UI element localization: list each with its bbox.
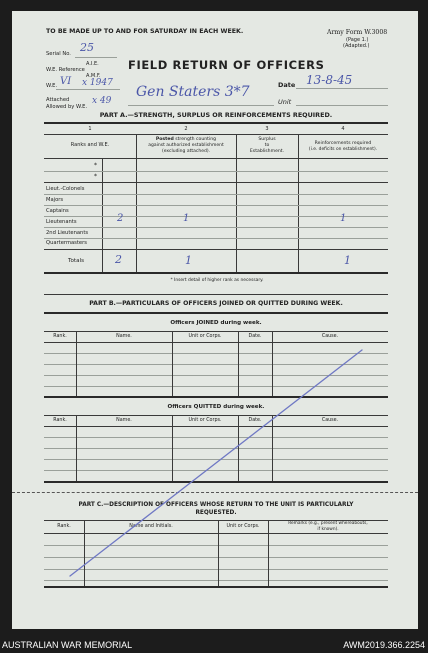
quitted-col-unit: Unit or Corps. <box>188 418 222 423</box>
col3-header-l3: Establishment. <box>249 149 285 154</box>
part-b-heading: PART B.—PARTICULARS OF OFFICERS JOINED OR QUITTED DURING WEEK. <box>89 300 343 307</box>
attached-label: Attached <box>46 97 70 103</box>
col3-number: 3 <box>265 126 269 132</box>
rank-majors: Majors <box>46 197 64 203</box>
part-c-col-name: Name and Initials. <box>129 524 173 529</box>
totals-reinforcements: 1 <box>344 254 351 267</box>
rank-2nd-lieutenants: 2nd Lieutenants <box>46 230 89 236</box>
form-number: Army Form W.3008 <box>327 29 388 36</box>
we-value-b: x 1947 <box>82 78 113 88</box>
part-c-heading-l1: PART C.—DESCRIPTION OF OFFICERS WHOSE RETURN TO THE UNIT IS PARTICULARLY <box>78 502 354 508</box>
joined-col-name: Name. <box>116 334 132 339</box>
rank-lieut-colonels: Lieut.-Colonels <box>46 186 85 192</box>
quitted-title: Officers QUITTED during week. <box>167 404 265 410</box>
joined-col-rank: Rank. <box>53 334 67 339</box>
aie-label: A.I.E. <box>86 61 99 67</box>
footer-credit: AUSTRALIAN WAR MEMORIAL <box>2 640 133 650</box>
form-title: FIELD RETURN OF OFFICERS <box>128 58 325 72</box>
part-c-remarks-l1: Remarks (e.g., present whereabouts, <box>288 521 368 526</box>
col2-header-bold: Posted <box>155 137 174 142</box>
col1-number: 1 <box>88 126 92 132</box>
part-a-heading: PART A.—STRENGTH, SURPLUS OR REINFORCEMENTS REQUIRED. <box>99 111 333 119</box>
part-a-footnote: * Insert detail of higher rank as necessary. <box>170 278 264 283</box>
allowed-label: Allowed by W.E. <box>46 104 88 110</box>
part-c-col-unit: Unit or Corps. <box>226 524 260 529</box>
part-c-remarks-l2: if known). <box>317 527 339 532</box>
date-label: Date <box>278 81 296 89</box>
lieutenants-reinforcements: 1 <box>340 213 347 224</box>
rank-quartermasters: Quartermasters <box>46 240 87 246</box>
col2-header-l3: (excluding attached). <box>161 149 211 154</box>
serial-value: 25 <box>80 41 94 54</box>
joined-title: Officers JOINED during week. <box>170 320 262 326</box>
footer-accession: AWM2019.366.2254 <box>343 640 425 650</box>
we-reference-label: W.E. Reference <box>46 67 85 73</box>
quitted-col-date: Date. <box>248 418 262 423</box>
joined-col-date: Date. <box>248 334 262 339</box>
form-adapted: (Adapted.) <box>343 43 370 49</box>
quitted-col-rank: Rank. <box>53 418 67 423</box>
col4-header-l2: (i.e. deficits on establishment). <box>308 147 378 152</box>
col2-header-l2: against authorized establishment <box>148 143 224 148</box>
col4-header-l1: Reinforcements required <box>314 141 372 146</box>
totals-posted: 1 <box>185 254 192 267</box>
col4-number: 4 <box>341 126 345 132</box>
lieutenants-we: 2 <box>117 213 124 224</box>
we-value-a: VI <box>60 76 72 87</box>
rank-captains: Captains <box>46 208 69 214</box>
totals-label: Totals <box>68 258 84 264</box>
col3-header-l2: to <box>264 143 270 148</box>
amf-label: A.M.F. <box>86 73 101 79</box>
col2-header-rest: strength counting <box>175 137 217 142</box>
col1-header: Ranks and W.E. <box>70 142 110 148</box>
part-c-col-rank: Rank. <box>57 524 71 529</box>
we-label: W.E. <box>46 83 58 89</box>
date-value: 13-8-45 <box>306 73 353 87</box>
totals-we: 2 <box>115 253 122 266</box>
top-notice: TO BE MADE UP TO AND FOR SATURDAY IN EACH WEEK. <box>46 28 244 35</box>
joined-col-unit: Unit or Corps. <box>188 334 222 339</box>
lieutenants-posted: 1 <box>183 213 190 224</box>
star-row-2: * <box>94 173 97 180</box>
quitted-col-name: Name. <box>116 418 132 423</box>
attached-value: x 49 <box>92 96 112 106</box>
unit-value: Gen Staters 3*7 <box>136 84 250 100</box>
form-page: (Page 1.) <box>346 37 369 43</box>
joined-col-cause: Cause. <box>321 334 339 339</box>
col2-number: 2 <box>184 126 188 132</box>
star-row-1: * <box>94 162 97 169</box>
col3-header-l1: Surplus <box>258 137 276 142</box>
quitted-col-cause: Cause. <box>321 418 339 423</box>
serial-label: Serial No. <box>46 51 71 57</box>
unit-label: Unit <box>278 98 292 106</box>
rank-lieutenants: Lieutenants <box>46 219 77 225</box>
part-c-heading-l2: REQUESTED. <box>195 510 237 516</box>
